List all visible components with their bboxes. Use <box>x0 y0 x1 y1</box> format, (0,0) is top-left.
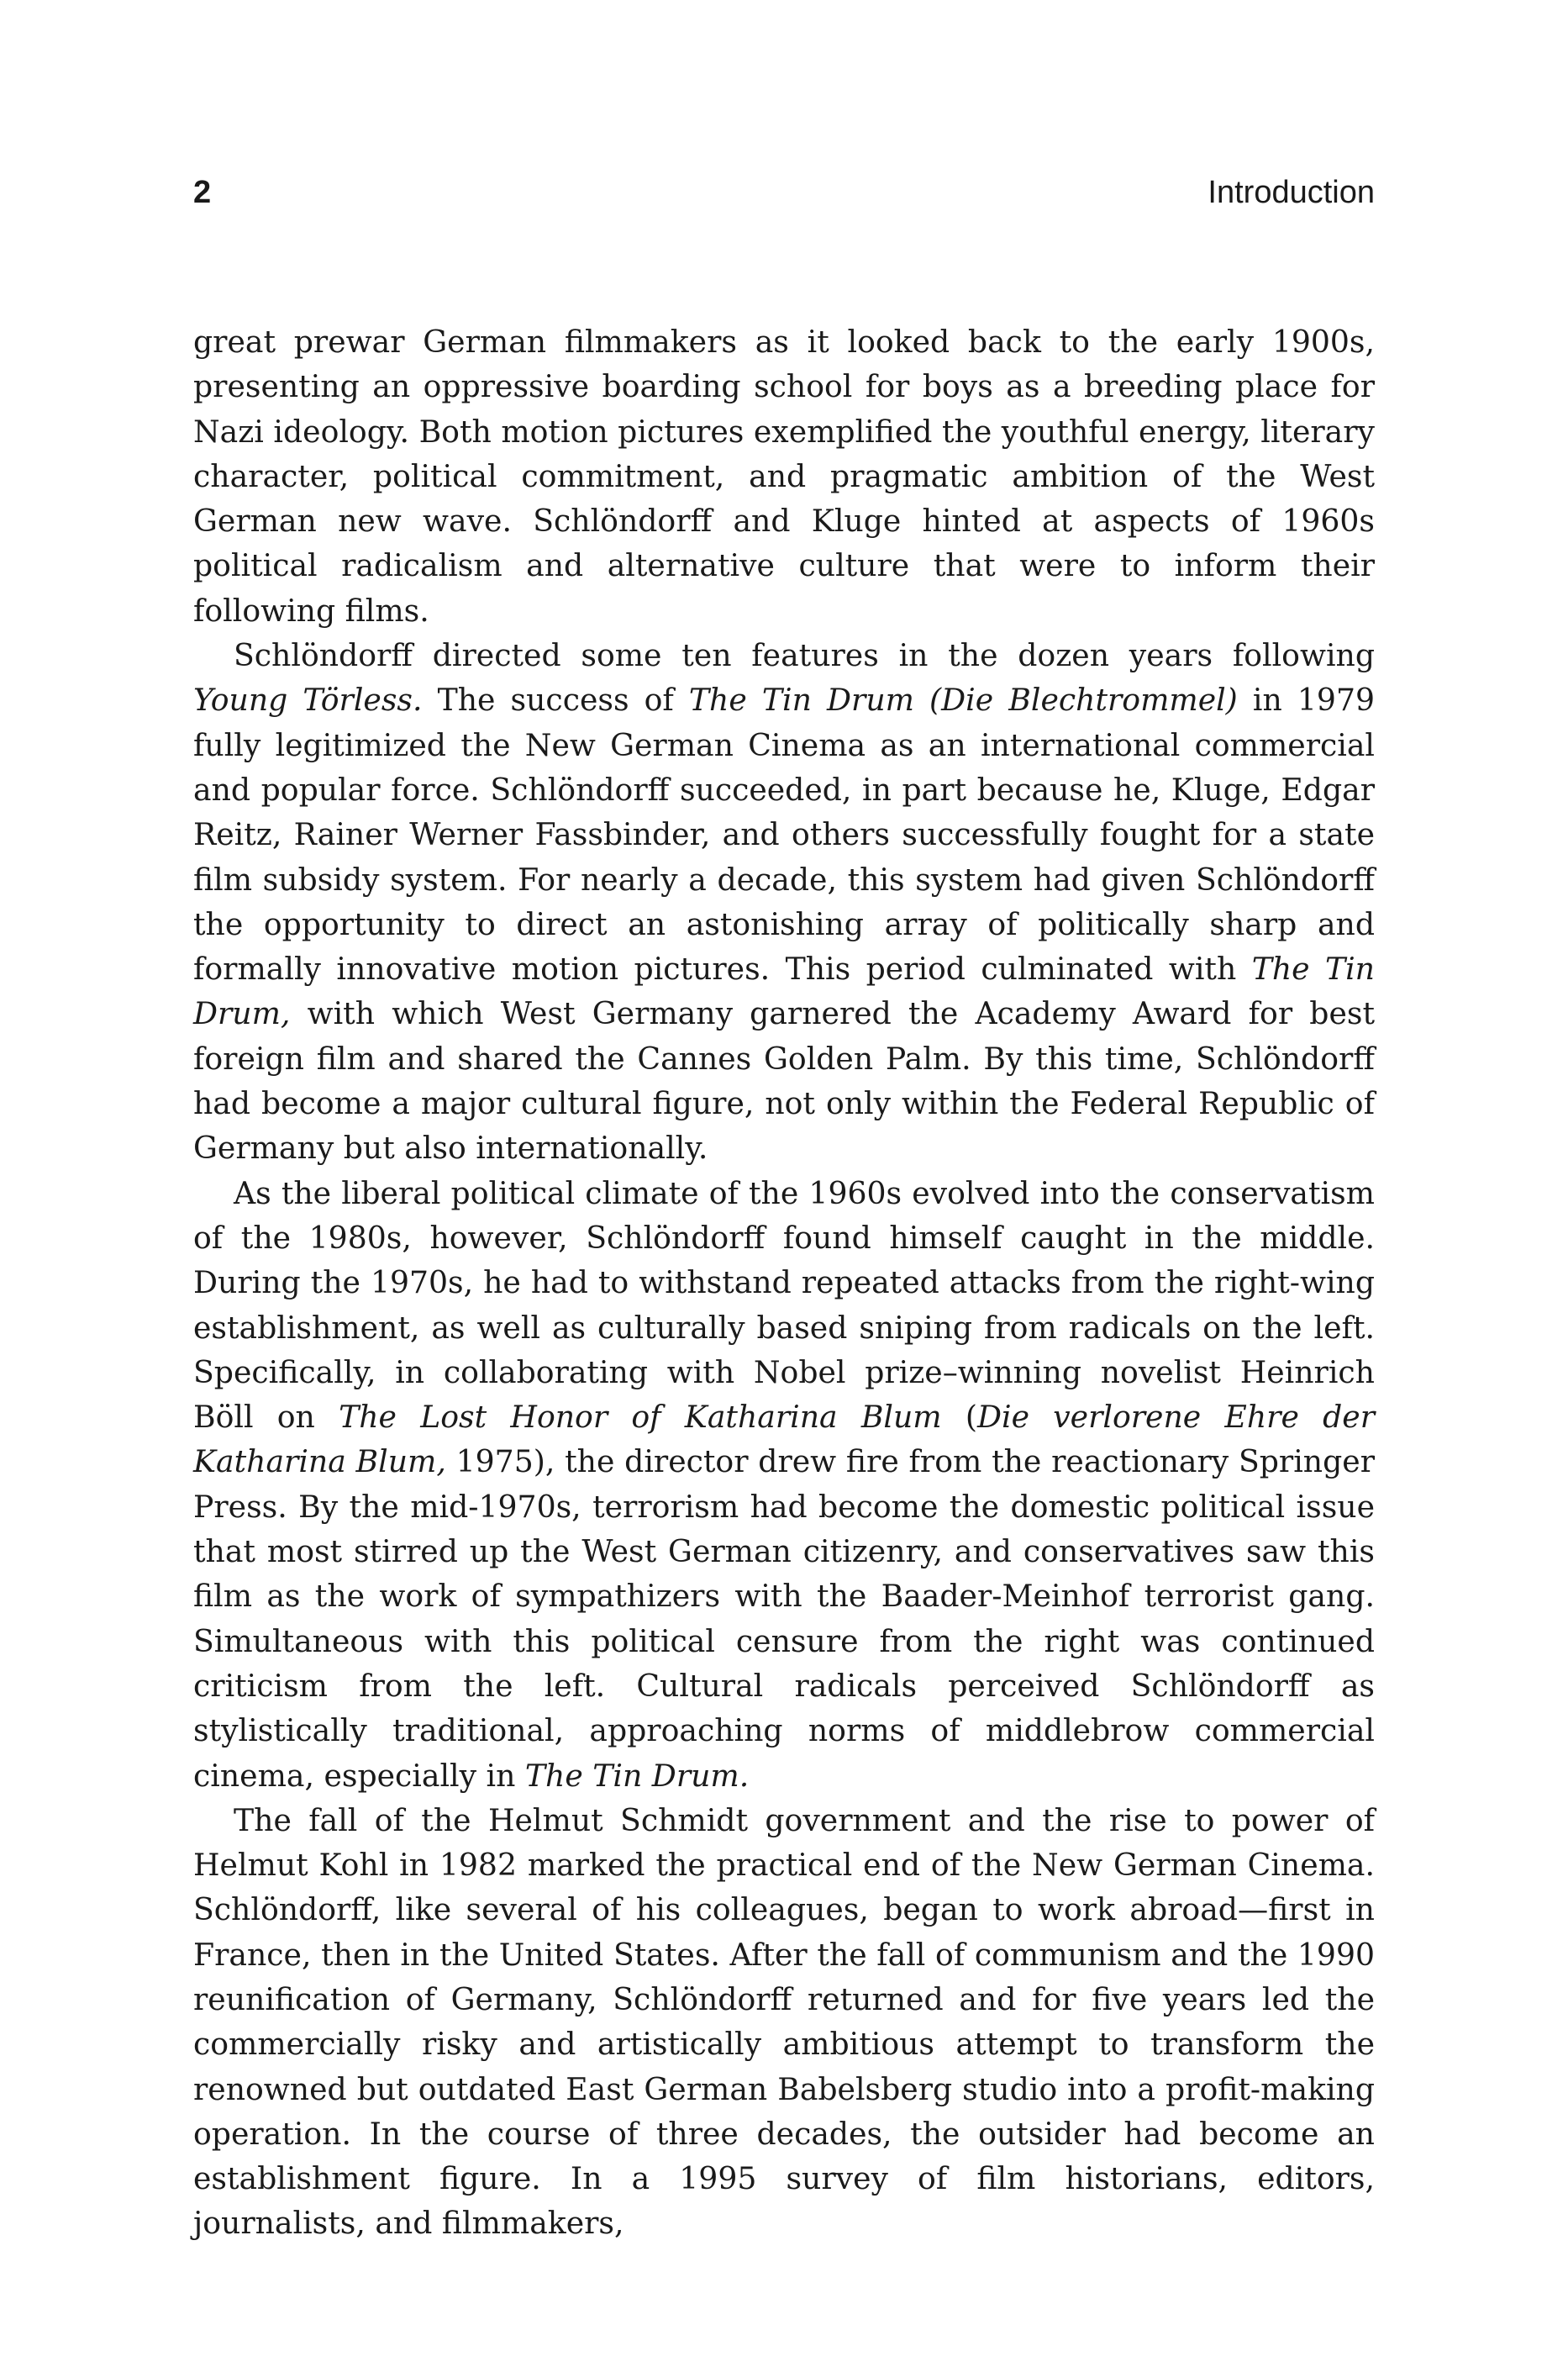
film-title: The Tin Drum (Die Blechtrommel) <box>688 682 1238 719</box>
paragraph-text: in 1979 fully legitimized the New German Cinema as an international commercial and popular force. Schlöndorff succeeded, in part because he, Kluge, Edgar Reitz, Rainer Werner Fassbinder, and others successfully fought for a state film subsidy system. For nearly a decade, this system had given Schlöndorff the opportunity to direct an astonishing array of politically sharp and formally innovative motion pictures. This period culminated with <box>193 682 1376 988</box>
paragraph <box>193 633 1375 1171</box>
paragraph <box>193 319 1375 633</box>
film-title: Young Törless. <box>193 682 423 719</box>
paragraph-text: 1975), the director drew fire from the reactionary Springer Press. By the mid-1970s, terrorism had become the domestic political issue that most stirred up the West German citizenry, and conservatives saw this film as the work of sympathizers with the Baader-Meinhof terrorist gang. Simultaneous with this political censure from the right was continued criticism from the left. Cultural radicals perceived Schlöndorff as stylistically traditional, approaching norms of middlebrow commercial cinema, especially in <box>193 1443 1375 1794</box>
paragraph-text: As the liberal political climate of the 1960s evolved into the conservatism of the 1980s, however, Schlöndorff found himself caught in the middle. During the 1970s, he had to withstand repeated attacks from the right-wing establishment, as well as culturally based sniping from radicals on the left. Specifically, in collaborating with Nobel prize–winning novelist Heinrich Böll on <box>193 1174 1375 1436</box>
paragraph-text: The success of <box>422 682 689 719</box>
paragraph-text: ( <box>941 1399 977 1436</box>
film-title: The Tin Drum, <box>193 951 1375 1032</box>
paragraph-text: with which West Germany garnered the Academy Award for best foreign film and shared the Cannes Golden Palm. By this time, Schlöndorff had become a major cultural figure, not only within the Federal Republic of Germany but also internationally. <box>193 995 1375 1167</box>
film-title: The Lost Honor of Katharina Blum <box>339 1399 942 1436</box>
body-text <box>193 319 1375 2246</box>
running-head <box>193 175 1375 222</box>
paragraph <box>193 1171 1375 1798</box>
paragraph-text: The fall of the Helmut Schmidt government and the rise to power of Helmut Kohl in 1982 marked the practical end of the New German Cinema. Schlöndorff, like several of his colleagues, began to work abroad—first in France, then in the United States. After the fall of communism and the 1990 reunification of Germany, Schlöndorff returned and for five years led the commercially risky and artistically ambitious attempt to transform the renowned but outdated East German Babelsberg studio into a profit-making operation. In the course of three decades, the outsider had become an establishment figure. In a 1995 survey of film historians, editors, journalists, and filmmakers, <box>193 1801 1375 2242</box>
paragraph <box>193 1798 1375 2246</box>
section-title: Introduction <box>1208 175 1375 210</box>
page-number: 2 <box>193 175 212 210</box>
film-title: The Tin Drum. <box>524 1757 750 1794</box>
film-title: Die verlorene Ehre der Katharina Blum, <box>193 1399 1375 1480</box>
paragraph-text: great prewar German filmmakers as it looked back to the early 1900s, presenting an oppressive boarding school for boys as a breeding place for Nazi ideology. Both motion pictures exemplified the youthful energy, literary character, political commitment, and pragmatic ambition of the West German new wave. Schlöndorff and Kluge hinted at aspects of 1960s political radicalism and alternative culture that were to inform their following films. <box>193 324 1375 629</box>
paragraph-text: Schlöndorff directed some ten features in the dozen years following <box>234 637 1375 674</box>
